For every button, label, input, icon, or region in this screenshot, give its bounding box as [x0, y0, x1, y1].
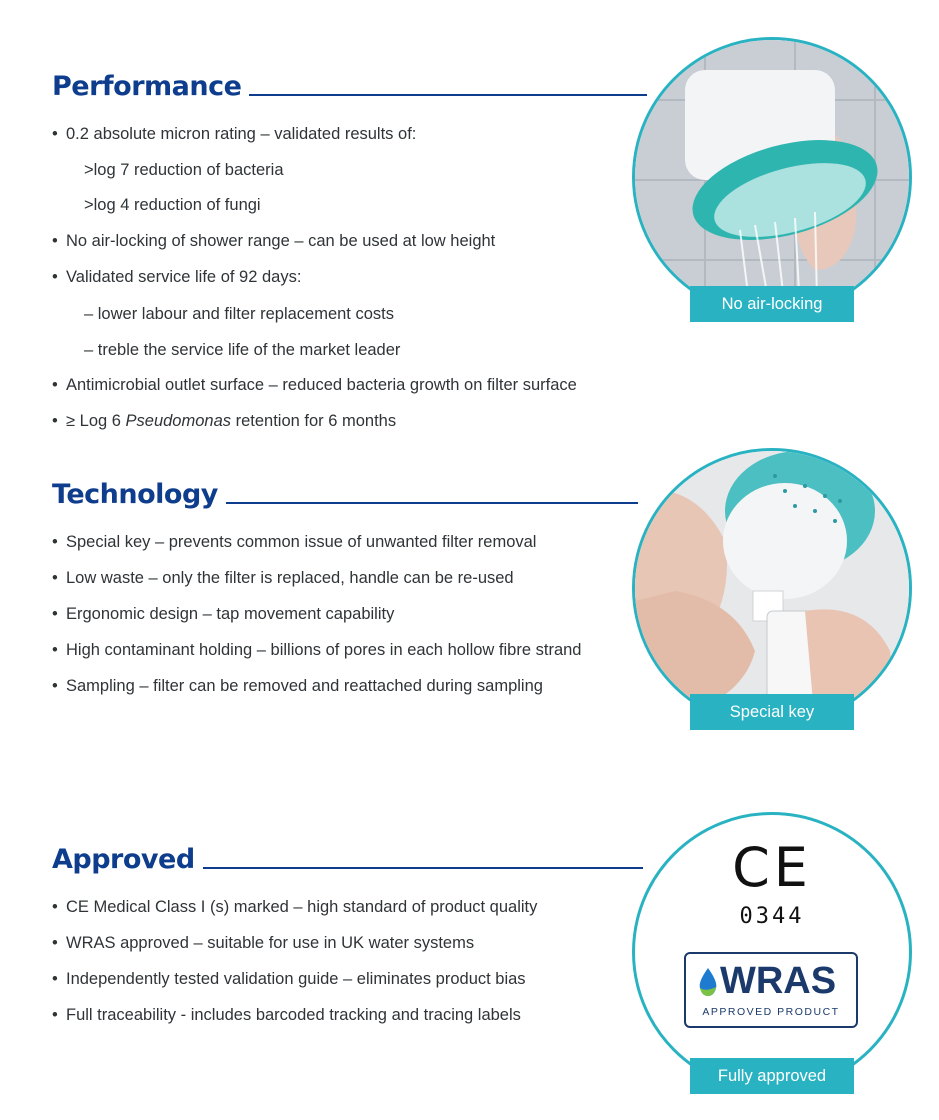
technology-item: • High contaminant holding – billions of pores in each hollow fibre strand [52, 641, 582, 659]
performance-subitem: – treble the service life of the market leader [84, 341, 401, 359]
performance-rule [249, 94, 647, 96]
wras-badge [684, 952, 858, 1028]
technology-heading: Technology [52, 479, 218, 510]
performance-item: • Validated service life of 92 days: [52, 268, 302, 286]
performance-heading: Performance [52, 71, 242, 102]
technology-rule [226, 502, 638, 504]
technology-heading-row [52, 480, 638, 510]
performance-item: • ≥ Log 6 Pseudomonas retention for 6 months [52, 412, 397, 430]
approved-item: • CE Medical Class I (s) marked – high standard of product quality [52, 898, 538, 916]
approved-item: • WRAS approved – suitable for use in UK water systems [52, 934, 475, 952]
technology-item: • Sampling – filter can be removed and reattached during sampling [52, 677, 543, 695]
performance-subitem: >log 7 reduction of bacteria [84, 161, 284, 179]
wras-subtext: APPROVED PRODUCT [702, 1006, 840, 1018]
shower-head-illustration [635, 40, 909, 314]
performance-heading-row [52, 72, 647, 102]
special-key-photo [632, 448, 912, 728]
technology-item: • Low waste – only the filter is replaced, handle can be re-used [52, 569, 514, 587]
ce-number: 0344 [739, 904, 805, 929]
performance-item: • Antimicrobial outlet surface – reduced bacteria growth on filter surface [52, 376, 577, 394]
performance-item: • 0.2 absolute micron rating – validated results of: [52, 125, 417, 143]
technology-item: • Ergonomic design – tap movement capability [52, 605, 395, 623]
no-air-locking-caption: No air-locking [690, 286, 854, 322]
approved-rule [203, 867, 643, 869]
performance-item: • No air-locking of shower range – can be used at low height [52, 232, 496, 250]
technology-item: • Special key – prevents common issue of unwanted filter removal [52, 533, 537, 551]
fully-approved-caption: Fully approved [690, 1058, 854, 1094]
approved-heading: Approved [52, 844, 195, 875]
approved-item: • Full traceability - includes barcoded tracking and tracing labels [52, 1006, 521, 1024]
approved-item: • Independently tested validation guide – eliminates product bias [52, 970, 526, 988]
performance-subitem: >log 4 reduction of fungi [84, 196, 261, 214]
special-key-illustration [635, 451, 909, 725]
performance-subitem: – lower labour and filter replacement costs [84, 305, 394, 323]
approved-heading-row [52, 845, 643, 875]
ce-mark: CE [732, 836, 812, 899]
special-key-caption: Special key [690, 694, 854, 730]
water-drop-icon [696, 966, 720, 998]
wras-logo-text: WRAS [720, 960, 837, 1002]
shower-head-photo [632, 37, 912, 317]
